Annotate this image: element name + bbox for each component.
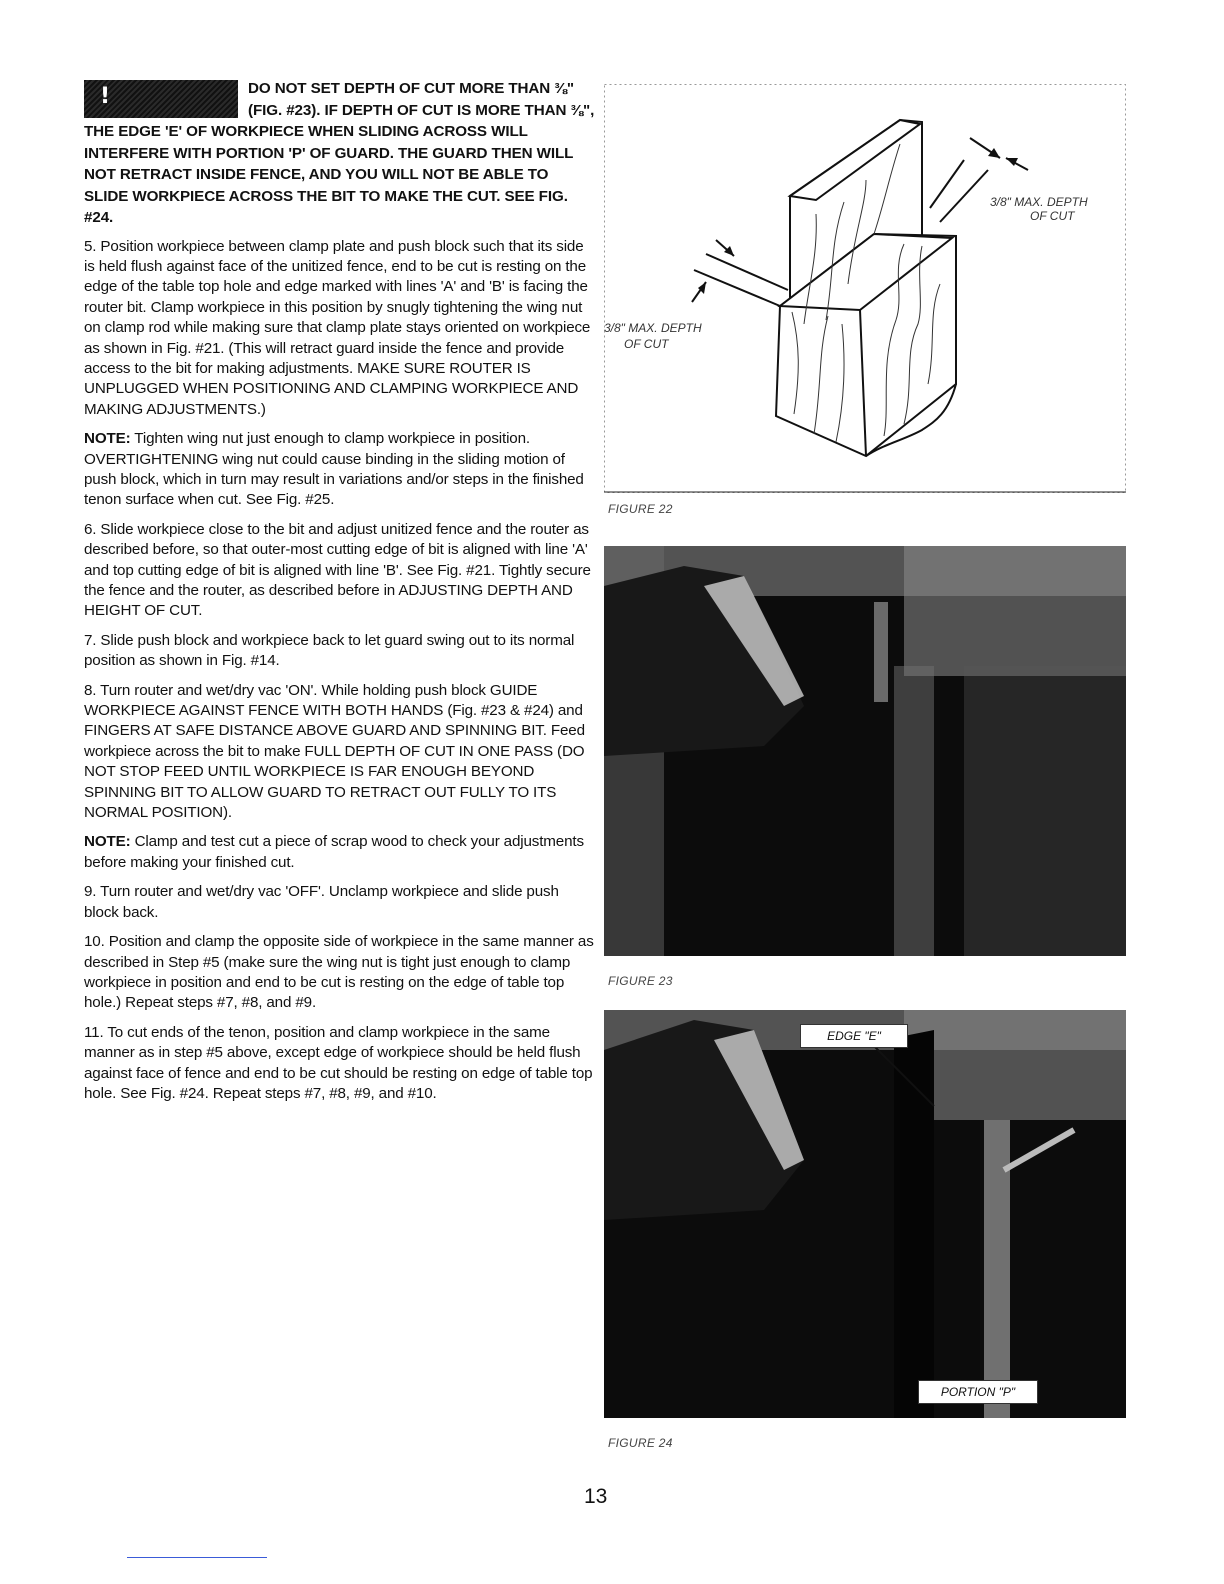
instruction-column [84,78,596,1113]
figure-24-caption: FIGURE 24 [608,1436,673,1450]
depth-label-left-line2: OF CUT [624,337,669,351]
figure-22-caption: FIGURE 22 [608,502,673,516]
workpiece-diagram [604,84,1128,494]
depth-label-right-line1: 3/8" MAX. DEPTH [990,195,1088,209]
note-label: NOTE: [84,430,131,448]
edge-e-callout: EDGE "E" [800,1024,908,1048]
step-6: 6. Slide workpiece close to the bit and adjust unitized fence and the router as described before, so that outer-most cutting edge of bit is aligned with line 'A' and top cutting edge of bit is aligned with line 'B'. See Fig. #21. Tightly secure the fence and the router, as described before in ADJUSTING DEPTH AND HEIGHT OF CUT. [84,520,591,620]
note-label: NOTE: [84,833,131,851]
note-2: NOTE: Clamp and test cut a piece of scrap wood to check your adjustments before making your finished cut. [84,833,584,871]
depth-label-right-line2: OF CUT [1030,209,1075,223]
figure-22 [604,84,1128,494]
portion-p-callout: PORTION "P" [918,1380,1038,1404]
step-9: 9. Turn router and wet/dry vac 'OFF'. Unclamp workpiece and slide push block back. [84,883,559,921]
exclamation-icon: ! [100,84,110,109]
depth-label-left-line1: 3/8" MAX. DEPTH [604,321,702,335]
warning-block [84,78,596,229]
step-5: 5. Position workpiece between clamp plate and push block such that its side is held flush against face of the unitized fence, end to be cut is resting on the edge of the table top hole and edge marked with lines 'A' and 'B' is facing the router bit. Clamp workpiece in this position by snugly tightening the wing nut on clamp rod while making sure that clamp plate stays oriented on workpiece as shown in Fig. #21. (This will retract guard inside the fence and provide access to the bit for making adjustments. MAKE SURE ROUTER IS UNPLUGGED WHEN POSITIONING AND CLAMPING WORKPIECE AND MAKING ADJUSTMENTS.) [84,237,591,418]
footer-divider [127,1557,267,1558]
page-number: 13 [584,1485,608,1508]
figure-23-caption: FIGURE 23 [608,974,673,988]
step-11: 11. To cut ends of the tenon, position and clamp workpiece in the same manner as in step #5 above, except edge of workpiece should be held flush against face of fence and end to be cut should be resting on edge of table top hole. See Fig. #24. Repeat steps #7, #8, #9, and #10. [84,1023,593,1102]
warning-badge [84,80,238,118]
step-7: 7. Slide push block and workpiece back to let guard swing out to its normal position as shown in Fig. #14. [84,631,575,670]
step-10: 10. Position and clamp the opposite side of workpiece in the same manner as described in Step #5 (make sure the wing nut is tight just enough to clamp workpiece in position and end to be cut is resting on the edge of table top hole.) Repeat steps #7, #8, and #9. [84,933,594,1012]
figure-24-photo [604,1010,1126,1418]
note-1: NOTE: Tighten wing nut just enough to clamp workpiece in position. OVERTIGHTENING wing nut could cause binding in the sliding motion of push block, which in turn may result in variations and/or steps in the finished tenon surface when cut. See Fig. #25. [84,430,584,509]
warning-text: DO NOT SET DEPTH OF CUT MORE THAN ⅜" (FIG. #23). IF DEPTH OF CUT IS MORE THAN ⅜", THE EDGE 'E' OF WORKPIECE WHEN SLIDING ACROSS WILL INTERFERE WITH PORTION 'P' OF GUARD. THE GUARD THEN WILL NOT RETRACT INSIDE FENCE, AND YOU WILL NOT BE ABLE TO SLIDE WORKPIECE ACROSS THE BIT TO MAKE THE CUT. SEE FIG. #24. [84,80,595,226]
figure-23-photo [604,546,1126,956]
step-8: 8. Turn router and wet/dry vac 'ON'. While holding push block GUIDE WORKPIECE AGAINST FENCE WITH BOTH HANDS (Fig. #23 & #24) and FINGERS AT SAFE DISTANCE ABOVE GUARD AND SPINNING BIT. Feed workpiece across the bit to make FULL DEPTH OF CUT IN ONE PASS (DO NOT STOP FEED UNTIL WORKPIECE IS FAR ENOUGH BEYOND SPINNING BIT TO ALLOW GUARD TO RETRACT OUT FULLY TO ITS NORMAL POSITION). [84,681,585,822]
